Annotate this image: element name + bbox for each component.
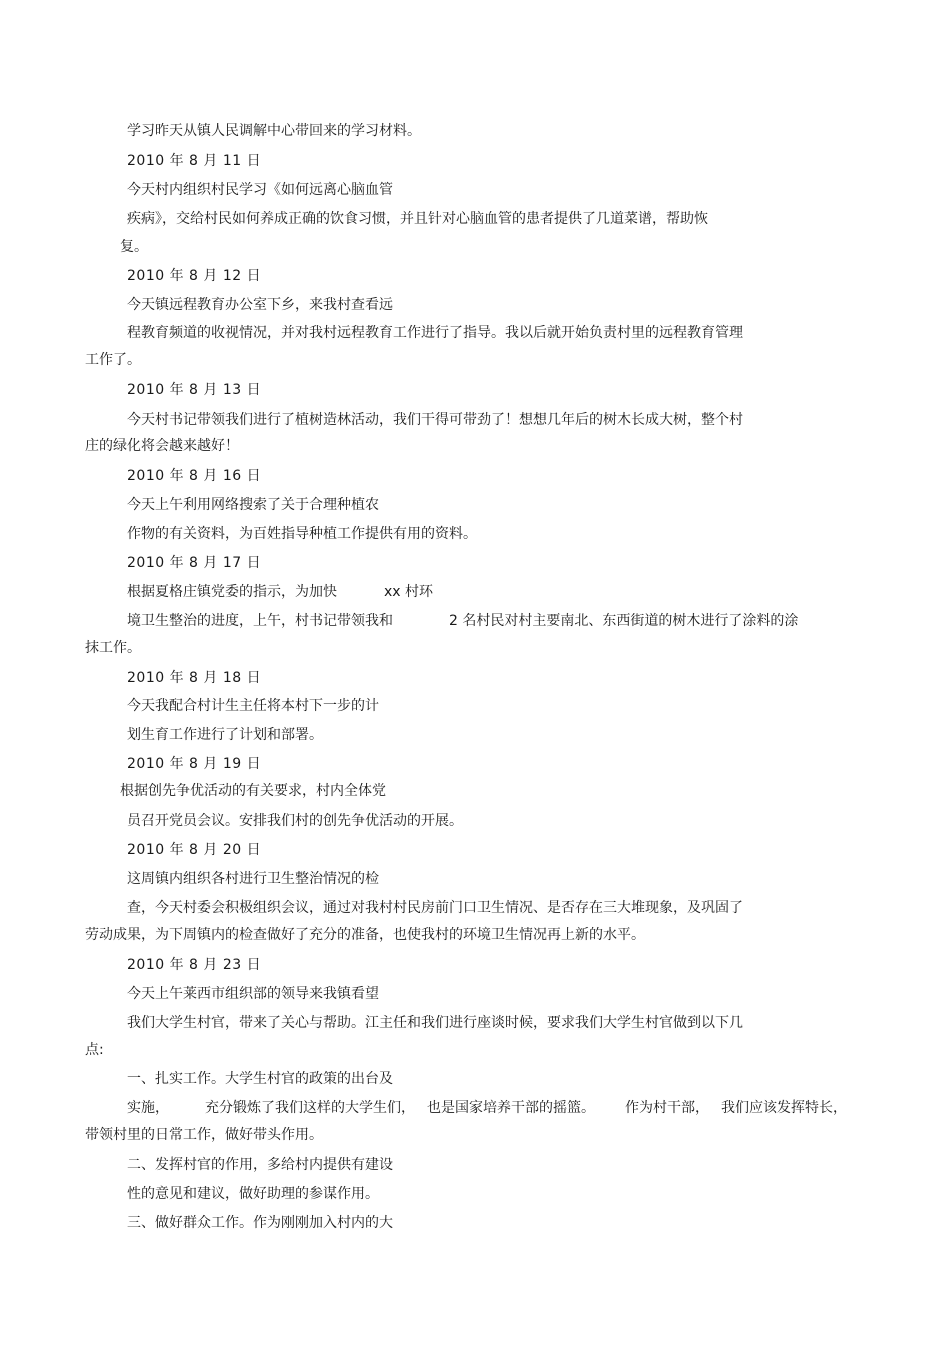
text-line: 今天村书记带领我们进行了植树造林活动，我们干得可带劲了！想想几年后的树木长成大树，整个村 [127, 412, 743, 428]
text-line: 庄的绿化将会越来越好！ [85, 438, 239, 454]
date-line: 2010 年 8 月 17 日 [127, 555, 262, 571]
text-line: 性的意见和建议，做好助理的参谋作用。 [127, 1186, 379, 1202]
text-line: 抹工作。 [85, 640, 141, 656]
text-line: 作物的有关资料，为百姓指导种植工作提供有用的资料。 [127, 526, 477, 542]
text-line: 今天上午莱西市组织部的领导来我镇看望 [127, 986, 379, 1002]
text-line: 作为村干部， [625, 1100, 709, 1116]
text-line: 疾病》，交给村民如何养成正确的饮食习惯，并且针对心脑血管的患者提供了几道菜谱，帮助恢 [127, 211, 708, 227]
text-line: 工作了。 [85, 352, 141, 368]
date-line: 2010 年 8 月 18 日 [127, 670, 262, 686]
text-line: 今天我配合村计生主任将本村下一步的计 [127, 698, 379, 714]
text-line: 充分锻炼了我们这样的大学生们， [205, 1100, 415, 1116]
text-line: 员召开党员会议。安排我们村的创先争优活动的开展。 [127, 813, 463, 829]
date-line: 2010 年 8 月 11 日 [127, 153, 262, 169]
text-line: 我们应该发挥特长， [721, 1100, 847, 1116]
text-line: 学习昨天从镇人民调解中心带回来的学习材料。 [127, 123, 421, 139]
text-line: 二、发挥村官的作用，多给村内提供有建设 [127, 1157, 393, 1173]
text-line: 点: [85, 1042, 104, 1058]
date-line: 2010 年 8 月 19 日 [127, 756, 262, 772]
text-line: 劳动成果，为下周镇内的检查做好了充分的准备，也使我村的环境卫生情况再上新的水平。 [85, 927, 645, 943]
text-line: 查，今天村委会积极组织会议，通过对我村村民房前门口卫生情况、是否存在三大堆现象，及巩固了 [127, 900, 743, 916]
date-line: 2010 年 8 月 20 日 [127, 842, 262, 858]
text-line: 境卫生整治的进度，上午，村书记带领我和 [127, 613, 393, 629]
text-line: 我们大学生村官，带来了关心与帮助。江主任和我们进行座谈时候，要求我们大学生村官做到以下几 [127, 1015, 743, 1031]
text-line: 划生育工作进行了计划和部署。 [127, 727, 323, 743]
text-line: 这周镇内组织各村进行卫生整治情况的检 [127, 871, 379, 887]
text-line: 今天上午利用网络搜索了关于合理种植农 [127, 497, 379, 513]
text-line: 程教育频道的收视情况，并对我村远程教育工作进行了指导。我以后就开始负责村里的远程教育管理 [127, 325, 743, 341]
text-line: 2 名村民对村主要南北、东西街道的树木进行了涂料的涂 [449, 613, 799, 629]
text-line: 一、扎实工作。大学生村官的政策的出台及 [127, 1071, 393, 1087]
text-line: 今天村内组织村民学习《如何远离心脑血管 [127, 182, 393, 198]
text-line: 也是国家培养干部的摇篮。 [427, 1100, 595, 1116]
text-line: 复。 [120, 239, 148, 255]
date-line: 2010 年 8 月 13 日 [127, 382, 262, 398]
text-line: 实施， [127, 1100, 169, 1116]
text-line: 三、做好群众工作。作为刚刚加入村内的大 [127, 1215, 393, 1231]
text-line: 今天镇远程教育办公室下乡，来我村查看远 [127, 297, 393, 313]
text-line: 根据夏格庄镇党委的指示，为加快 [127, 584, 337, 600]
date-line: 2010 年 8 月 23 日 [127, 957, 262, 973]
text-line: xx 村环 [384, 584, 434, 600]
date-line: 2010 年 8 月 12 日 [127, 268, 262, 284]
date-line: 2010 年 8 月 16 日 [127, 468, 262, 484]
text-line: 根据创先争优活动的有关要求，村内全体党 [120, 783, 386, 799]
text-line: 带领村里的日常工作，做好带头作用。 [85, 1127, 323, 1143]
